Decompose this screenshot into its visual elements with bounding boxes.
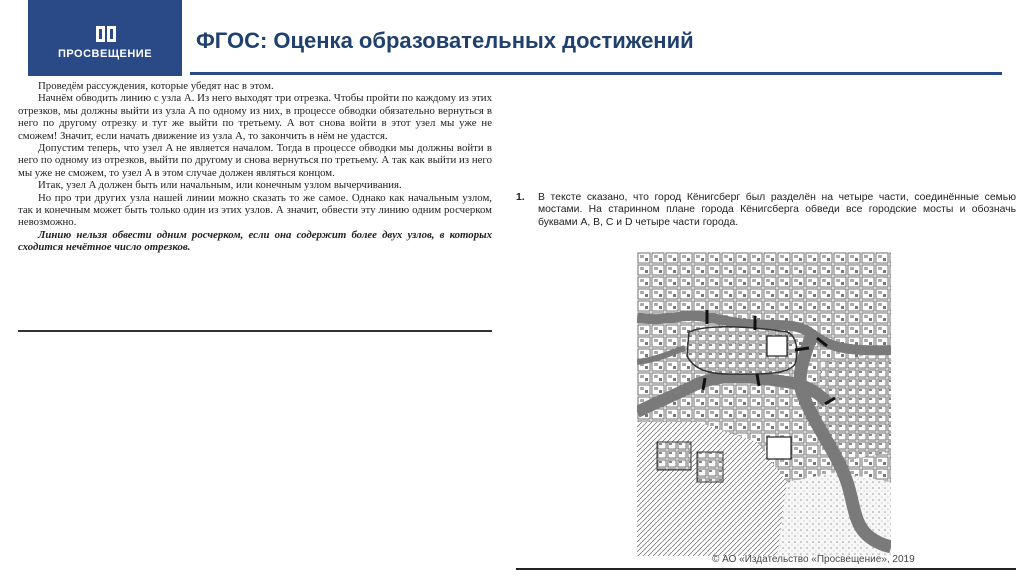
excerpt-conclusion: Линию нельзя обвести одним росчерком, если она содержит более двух узлов, в которых сходится нечётное число отрезков.: [18, 228, 492, 254]
excerpt-paragraph: Начнём обводить линию с узла A. Из него выходят три отрезка. Чтобы пройти по каждому из этих отрезков, мы должны выйти из узла A по одному из них, в процессе обводки обязательно вернуться в него по другому отрезку и тут же выйти по третьему. А вот снова войти в этот узел мы уже не сможем! Значит, если начать движение из узла A, то закончить в нём не удастся.: [18, 92, 492, 142]
excerpt-paragraph: Проведём рассуждения, которые убедят нас в этом.: [38, 80, 274, 92]
konigsberg-map: [637, 252, 891, 556]
excerpt-divider: [18, 330, 492, 332]
task-number: 1.: [516, 192, 525, 203]
publisher-logo: [28, 0, 182, 76]
excerpt-paragraph: Допустим теперь, что узел A не является началом. Тогда в процессе обводки мы должны войти в него по одному из отрезков, выйти по другому и снова вернуться по третьему. А так как выйти из него мы уже не сможем, то узел A в этом случае должен являться концом.: [18, 142, 492, 179]
logo-text: ПРОСВЕЩЕНИЕ: [57, 48, 153, 60]
page-title: ФГОС: Оценка образовательных достижений: [196, 28, 694, 53]
excerpt-paragraph: Итак, узел A должен быть или начальным, или конечным узлом вычерчивания.: [38, 179, 402, 192]
footer-divider: [516, 568, 1016, 570]
header-divider: [190, 72, 1002, 75]
task-text: В тексте сказано, что город Кёнигсберг был разделён на четыре части, соединённые семью мостами. На старинном плане города Кёнигсберга обведи все городские мосты и обозначь буквами A, B, C и D четыре части города.: [538, 192, 1016, 228]
excerpt-paragraph: Но про три других узла нашей линии можно сказать то же самое. Однако как начальным узлом, так и конечным может быть только один из этих узлов. А значит, обвести эту линию одним росчерком невозможно.: [18, 191, 492, 229]
task-block: [516, 192, 1016, 229]
textbook-excerpt: [18, 80, 492, 254]
city-plan-image: [637, 252, 891, 556]
copyright-notice: © АО «Издательство «Просвещение», 2019: [712, 554, 915, 565]
book-emblem-icon: [94, 24, 118, 44]
